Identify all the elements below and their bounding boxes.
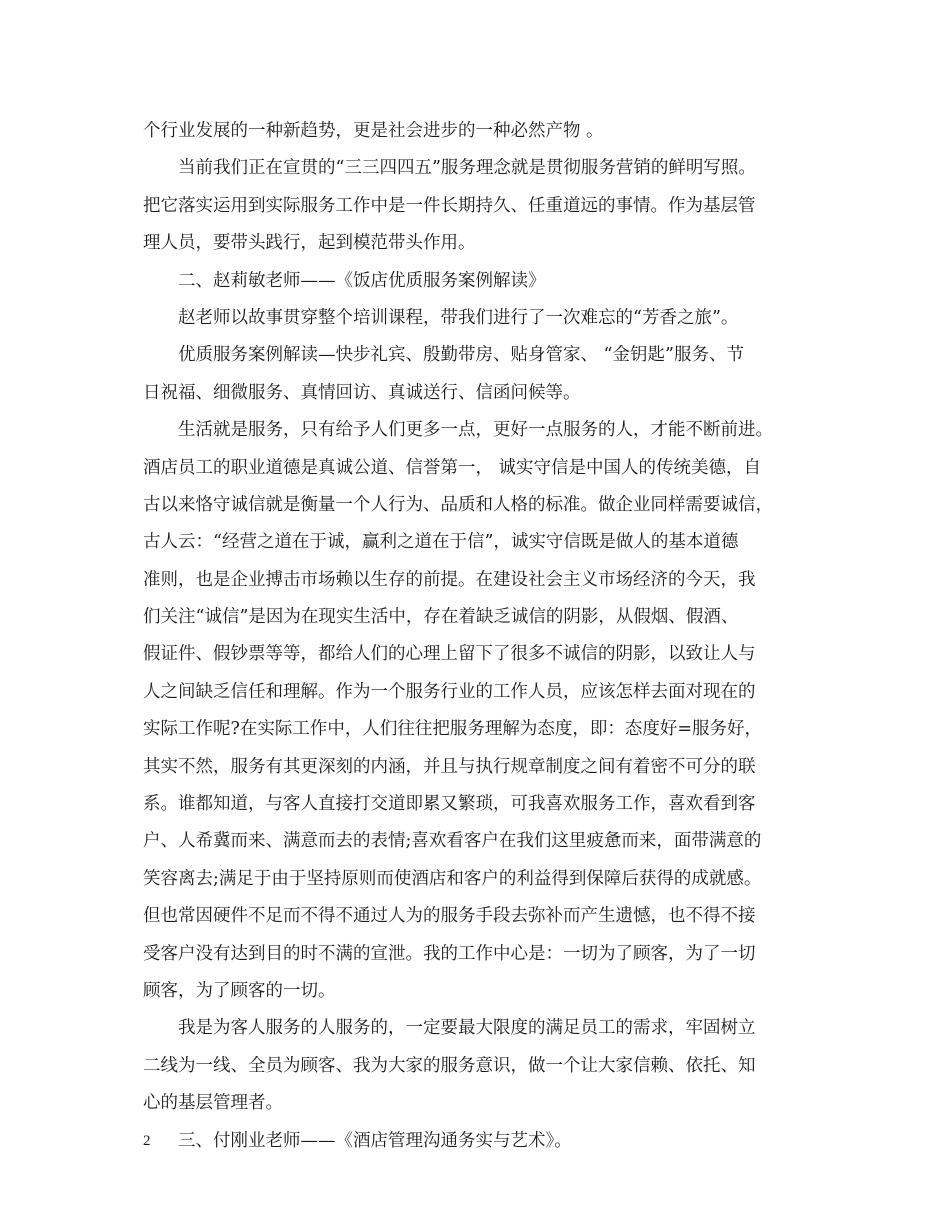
text-line: 其实不然，服务有其更深刻的内涵，并且与执行规章制度之间有着密不可分的联 [143,756,756,777]
text-line: 我是为客人服务的人服务的，一定要最大限度的满足员工的需求，牢固树立 [178,1018,756,1039]
text-line: 古人云：“经营之道在于诚，赢利之道在于信”，诚实守信既是做人的基本道德 [143,532,739,553]
page-number: 2 [143,1133,151,1149]
text-line: 赵老师以故事贯穿整个培训课程，带我们进行了一次难忘的“芳香之旅”。 [178,307,739,328]
text-line: 系。谁都知道，与客人直接打交道即累又繁琐，可我喜欢服务工作，喜欢看到客 [143,794,756,815]
text-line: 当前我们正在宣贯的“三三四四五”服务理念就是贯彻服务营销的鲜明写照。 [178,158,756,179]
text-line: 准则，也是企业搏击市场赖以生存的前提。在建设社会主义市场经济的今天，我 [143,569,756,590]
text-line: 笑容离去;满足于由于坚持原则而使酒店和客户的利益得到保障后获得的成就感。 [143,868,762,889]
text-line: 实际工作呢?在实际工作中，人们往往把服务理解为态度，即：态度好=服务好， [143,719,763,740]
text-line: 酒店员工的职业道德是真诚公道、信誉第一， 诚实守信是中国人的传统美德，自 [143,457,762,478]
text-line: 人之间缺乏信任和理解。作为一个服务行业的工作人员，应该怎样去面对现在的 [143,681,756,702]
document-body [143,113,823,1160]
text-line: 假证件、假钞票等等，都给人们的心理上留下了很多不诚信的阴影，以致让人与 [143,644,756,665]
text-line: 个行业发展的一种新趋势，更是社会进步的一种必然产物 。 [143,121,604,141]
text-line: 二线为一线、全员为顾客、我为大家的服务意识，做一个让大家信赖、依托、知 [143,1055,756,1076]
text-line: 顾客，为了顾客的一切。 [143,980,336,1001]
text-line: 心的基层管理者。 [143,1093,283,1114]
text-line: 理人员，要带头践行，起到模范带头作用。 [143,233,476,254]
text-line: 户、人希冀而来、满意而去的表情;喜欢看客户在我们这里疲惫而来，面带满意的 [143,831,762,852]
text-line: 优质服务案例解读—快步礼宾、殷勤带房、贴身管家、 “金钥匙”服务、节 [178,345,744,366]
text-line: 三、付刚业老师——《酒店管理沟通务实与艺术》。 [178,1130,572,1151]
text-line: 二、赵莉敏老师——《饭店优质服务案例解读》 [178,270,546,291]
text-line: 把它落实运用到实际服务工作中是一件长期持久、任重道远的事情。作为基层管 [143,195,756,216]
text-line: 日祝福、细微服务、真情回访、真诚送行、信函问候等。 [143,382,581,403]
text-line: 受客户没有达到目的时不满的宣泄。我的工作中心是：一切为了顾客，为了一切 [143,943,756,964]
text-line: 生活就是服务，只有给予人们更多一点，更好一点服务的人，才能不断前进。 [178,420,773,441]
text-line: 们关注“诚信”是因为在现实生活中，存在着缺乏诚信的阴影，从假烟、假酒、 [143,607,739,628]
text-line: 古以来恪守诚信就是衡量一个人行为、品质和人格的标准。做企业同样需要诚信， [143,494,773,515]
text-line: 但也常因硬件不足而不得不通过人为的服务手段去弥补而产生遗憾，也不得不接 [143,906,756,927]
